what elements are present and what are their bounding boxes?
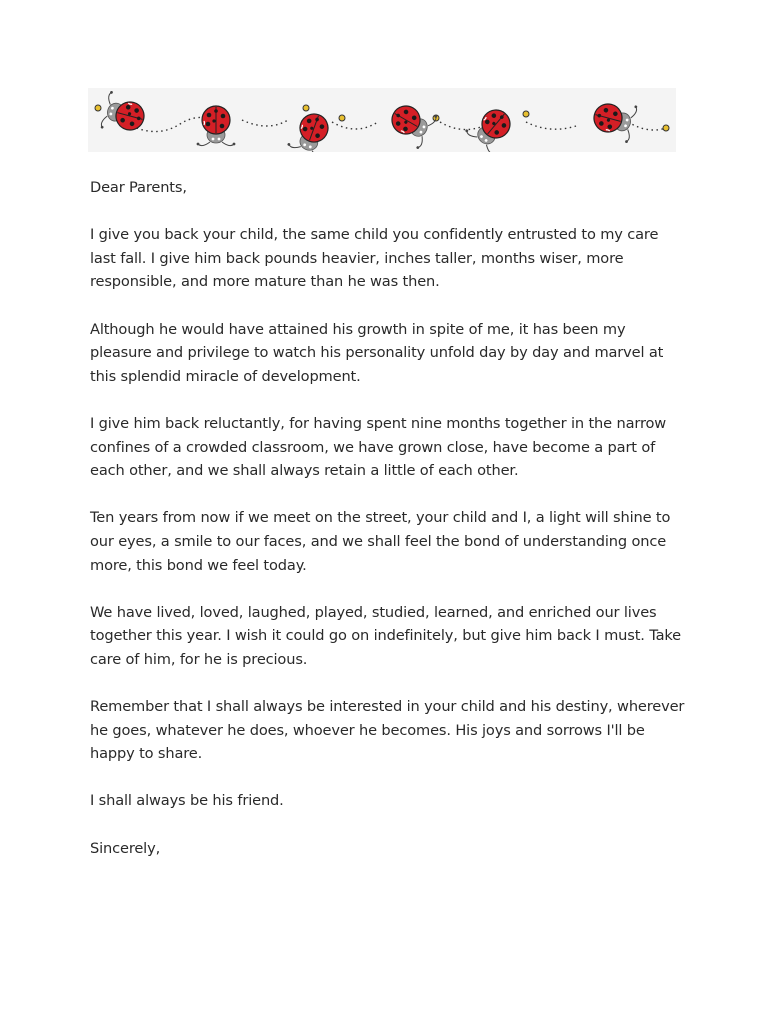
salutation: Dear Parents, bbox=[90, 179, 187, 196]
ladybug-border-banner bbox=[88, 88, 676, 152]
paragraph: I give him back reluctantly, for having spent nine months together in the narrow confines of a crowded classroom, we have grown close, have become a part of each other, and we shall always retain a little of each other. bbox=[90, 414, 667, 480]
letter-body bbox=[90, 176, 686, 884]
ladybug-icon bbox=[384, 96, 438, 149]
ladybug-icon bbox=[465, 101, 520, 152]
paragraph: Remember that I shall always be interested in your child and his destiny, wherever he goes, whatever he does, whoever he becomes. His joys and sorrows I'll be happy to share. bbox=[90, 698, 685, 763]
paragraph: Although he would have attained his growth in spite of me, it has been my pleasure and privilege to watch his personality unfold day by day and marvel at this splendid miracle of development. bbox=[90, 320, 664, 385]
paragraph: We have lived, loved, laughed, played, studied, learned, and enriched our lives together this year. I wish it could go on indefinitely, but give him back I must. Take care of him, for he is precious. bbox=[90, 603, 681, 668]
ladybug-icon bbox=[197, 106, 236, 146]
ladybug-icon bbox=[589, 96, 637, 144]
paragraph: Ten years from now if we meet on the street, your child and I, a light will shine to our eyes, a smile to our faces, and we shall feel the bond of understanding once more, this bond we feel today. bbox=[90, 509, 671, 574]
ladybug-icon bbox=[287, 108, 337, 152]
ladybug-border-art bbox=[88, 88, 676, 152]
ladybug-icon bbox=[100, 91, 148, 139]
closing: Sincerely, bbox=[90, 839, 161, 857]
paragraph: I shall always be his friend. bbox=[90, 792, 284, 810]
paragraph: I give you back your child, the same child you confidently entrusted to my care last fall. I give him back pounds heavier, inches taller, months wiser, more responsible, and more mature than he was then. bbox=[90, 226, 659, 291]
